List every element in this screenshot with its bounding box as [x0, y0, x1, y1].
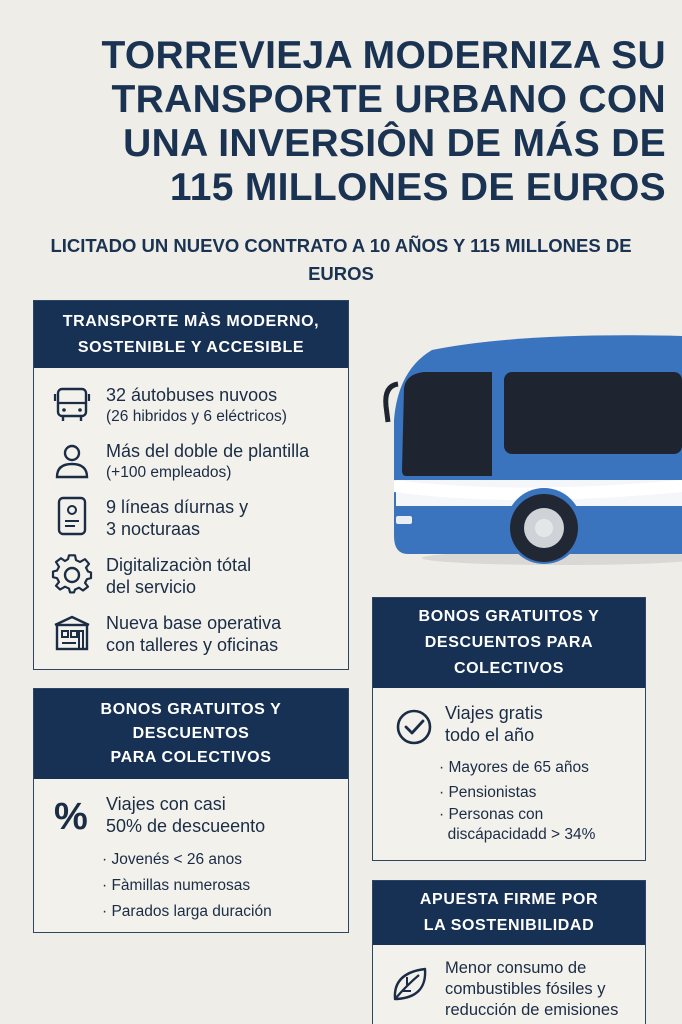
list-item [34, 609, 348, 659]
list-item: discápacidadd > 34% [439, 826, 596, 843]
discount-main-line: Viajes con casi [106, 794, 226, 814]
header-line: COLECTIVOS [453, 660, 564, 677]
list-item: · Parados larga duración [102, 903, 272, 920]
transport-box [33, 300, 349, 670]
free-main-line: Viajes gratis [445, 703, 543, 723]
list-item [34, 551, 348, 601]
page-title [20, 34, 666, 210]
title-line: 115 MILLONES DE EUROS [169, 166, 666, 209]
header-line: BONOS GRATUITOS Y [100, 701, 282, 718]
bus-icon [52, 385, 92, 425]
item-line: con talleres y oficinas [106, 635, 279, 655]
sustain-line: Menor consumo de [445, 959, 587, 977]
list-item: · Fàmillas numerosas [102, 877, 251, 894]
list-item [34, 437, 348, 487]
title-line: TORREVIEJA MODERNIZA SU [101, 34, 666, 77]
bus-icon [372, 330, 682, 570]
person-icon [52, 441, 92, 481]
title-line: UNA INVERSIÔN DE MÁS DE [123, 122, 666, 165]
list-item [34, 493, 348, 543]
header-line: TRANSPORTE MÀS MODERNO, [62, 312, 320, 330]
sustain-line: combustibles fósiles y [445, 980, 606, 998]
item-line: Más del doble de plantilla [106, 441, 310, 461]
title-line: TRANSPORTE URBANO CON [111, 78, 666, 121]
subtitle [30, 232, 652, 288]
item-line: 3 nocturaas [106, 519, 201, 539]
free-main-line: todo el año [445, 725, 535, 745]
item-detail: (26 hibridos y 6 eléctricos) [106, 408, 287, 425]
bus-illustration [372, 330, 682, 570]
list-item: · Personas con [439, 806, 544, 823]
list-item: · Jovenés < 26 anos [102, 851, 243, 868]
header-line: DESCUENTOS [132, 725, 250, 742]
sustainability-box [372, 880, 646, 1024]
item-line: del servicio [106, 577, 197, 597]
discount-box [33, 688, 349, 933]
sustain-line: reducción de emisiones [445, 1001, 619, 1019]
list-item: · Pensionistas [439, 783, 537, 801]
header-line: BONOS GRATUITOS Y [418, 608, 600, 625]
id-card-icon [52, 495, 92, 537]
gear-icon [51, 554, 93, 596]
leaf-icon [389, 963, 431, 1005]
subtitle-line: EUROS [308, 263, 374, 284]
subtitle-line: LICITADO UN NUEVO CONTRATO A 10 AÑOS Y 115 MILLONES DE [50, 235, 632, 256]
item-line: Nueva base operativa [106, 613, 282, 633]
discount-box-header [34, 689, 348, 779]
header-line: PARA COLECTIVOS [110, 749, 272, 766]
header-line: APUESTA FIRME POR [419, 891, 599, 908]
item-line: 32 áutobuses nuvoos [106, 385, 278, 405]
transport-box-header [34, 301, 348, 368]
sustainability-box-header [373, 881, 645, 945]
list-item: · Mayores de 65 años [439, 759, 589, 776]
header-line: SOSTENIBLE Y ACCESIBLE [77, 338, 305, 356]
percent-icon: % [54, 796, 88, 838]
free-travel-box [372, 597, 646, 861]
free-travel-box-header [373, 598, 645, 688]
header-line: LA SOSTENIBILIDAD [423, 917, 595, 934]
header-line: DESCUENTOS PARA [424, 634, 594, 651]
item-line: 9 líneas díurnas y [106, 497, 249, 517]
discount-main-line: 50% de descueento [106, 816, 266, 836]
building-icon [52, 613, 92, 653]
item-detail: (+100 empleados) [106, 464, 232, 481]
check-circle-icon [395, 708, 433, 746]
item-line: Digitalizaciòn tótal [106, 555, 252, 575]
list-item [34, 381, 348, 431]
